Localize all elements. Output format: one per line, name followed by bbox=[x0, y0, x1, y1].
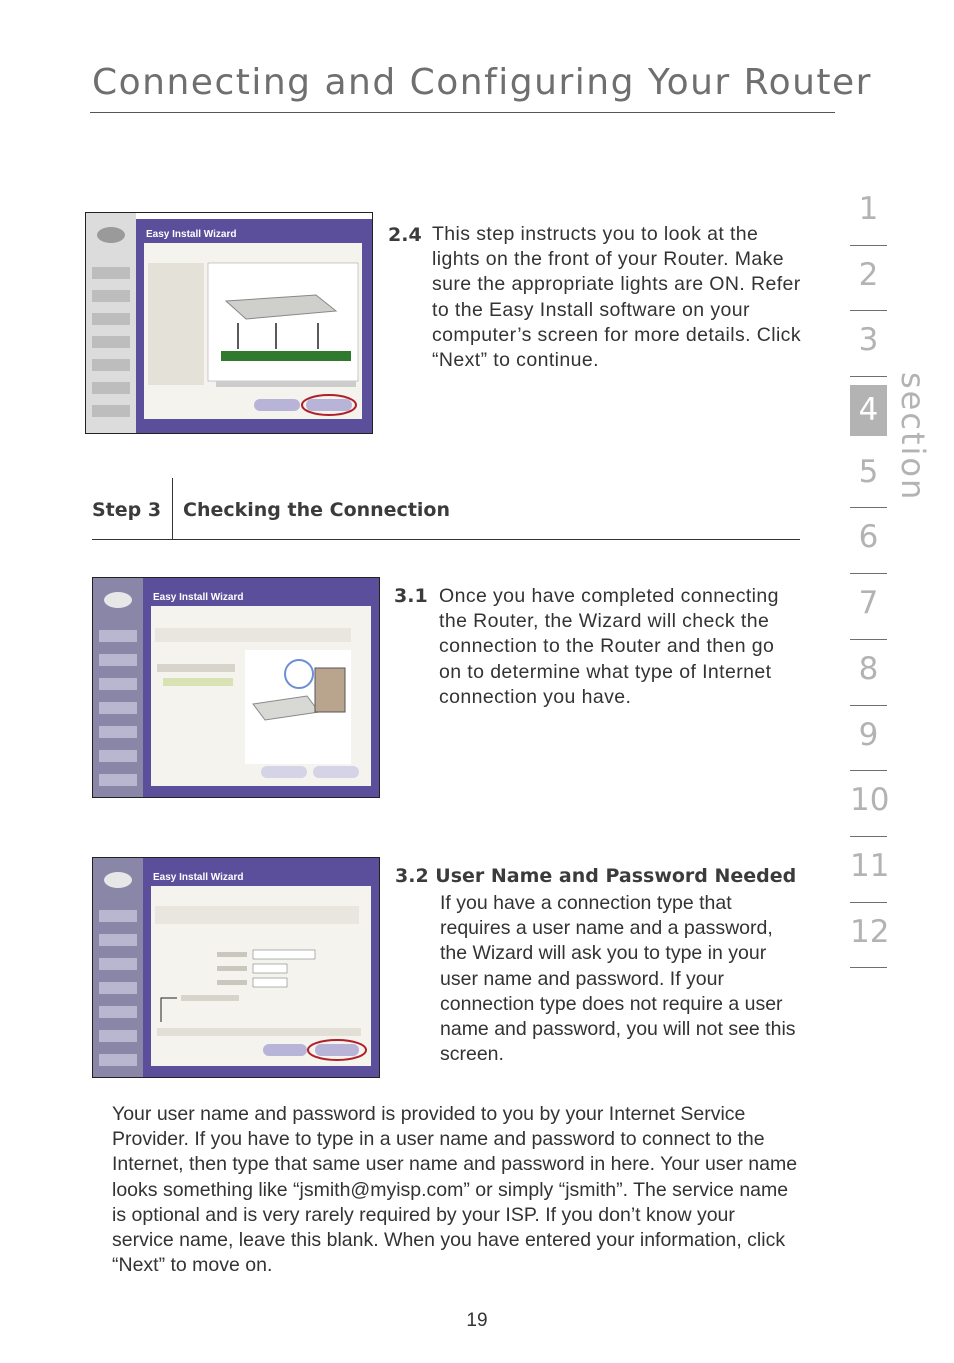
section-label: section bbox=[894, 372, 932, 502]
wizard-screenshot-login bbox=[92, 857, 380, 1078]
step-number: 3.1 bbox=[394, 585, 428, 607]
wizard-title: Easy Install Wizard bbox=[153, 592, 244, 603]
section-number: 7 bbox=[858, 585, 879, 622]
section-number: 3 bbox=[858, 322, 879, 359]
page-number: 19 bbox=[466, 1310, 488, 1331]
section-number: 8 bbox=[858, 650, 879, 687]
section-nav-item-9[interactable] bbox=[850, 706, 887, 772]
body-paragraph: Your user name and password is provided to you by your Internet Service Provider. If you have to type in a user name and password to connect to the Internet, then type that same user name and password in here. Your user name looks something like “jsmith@myisp.com” or simply “jsmith”. The service name is optional and is very rarely required by your ISP. If you don’t know your service name, leave this blank. When you have entered your information, click “Next” to move on. bbox=[112, 1103, 798, 1277]
section-number: 2 bbox=[858, 256, 879, 293]
step-label: Step 3 bbox=[92, 499, 162, 521]
section-number: 6 bbox=[858, 519, 879, 556]
title-divider bbox=[90, 112, 835, 113]
step-divider bbox=[172, 478, 173, 539]
wizard-title: Easy Install Wizard bbox=[153, 872, 244, 883]
step-3-1-text: Once you have completed connecting the Router, the Wizard will check the connection to the Router and then go on to determine what type of Internet connection you have. bbox=[439, 585, 779, 708]
wizard-screenshot-lights bbox=[85, 212, 373, 434]
wizard-screenshot-checking bbox=[92, 577, 380, 798]
section-number: 5 bbox=[858, 453, 879, 490]
section-nav-item-8[interactable] bbox=[850, 640, 887, 706]
section-number: 12 bbox=[850, 913, 890, 950]
section-nav-item-4[interactable] bbox=[850, 377, 887, 443]
page-title: Connecting and Configuring Your Router bbox=[92, 62, 872, 103]
wizard-title: Easy Install Wizard bbox=[146, 229, 237, 240]
section-nav-item-12[interactable] bbox=[850, 903, 890, 969]
section-nav-item-2[interactable] bbox=[850, 246, 887, 312]
section-nav-item-5[interactable] bbox=[850, 443, 887, 509]
section-nav-item-7[interactable] bbox=[850, 574, 887, 640]
section-nav-item-1[interactable] bbox=[850, 180, 887, 246]
section-number: 10 bbox=[850, 782, 890, 819]
section-nav-item-10[interactable] bbox=[850, 771, 890, 837]
step-number: 2.4 bbox=[388, 224, 422, 246]
section-number-active: 4 bbox=[850, 385, 887, 436]
section-nav-item-11[interactable] bbox=[850, 837, 890, 903]
step-rule bbox=[92, 539, 800, 540]
section-nav bbox=[850, 180, 890, 968]
step-title: Checking the Connection bbox=[183, 499, 450, 521]
step-3-2-heading: 3.2 User Name and Password Needed bbox=[395, 865, 797, 887]
section-number: 11 bbox=[850, 847, 890, 884]
step-3-2-text: If you have a connection type that requires a user name and a password, the Wizard will ask you to type in your user name and password. If your connection type does not require a user name and password, you will not see this screen. bbox=[440, 892, 796, 1066]
step-2-4-text: This step instructs you to look at the lights on the front of your Router. Make sure the appropriate lights are ON. Refer to the Easy Install software on your computer’s screen for more details. Click “Next” to continue. bbox=[432, 223, 801, 372]
section-number: 9 bbox=[858, 716, 879, 753]
section-nav-item-3[interactable] bbox=[850, 311, 887, 377]
section-nav-item-6[interactable] bbox=[850, 508, 887, 574]
nav-divider bbox=[850, 967, 887, 968]
section-number: 1 bbox=[858, 191, 879, 227]
